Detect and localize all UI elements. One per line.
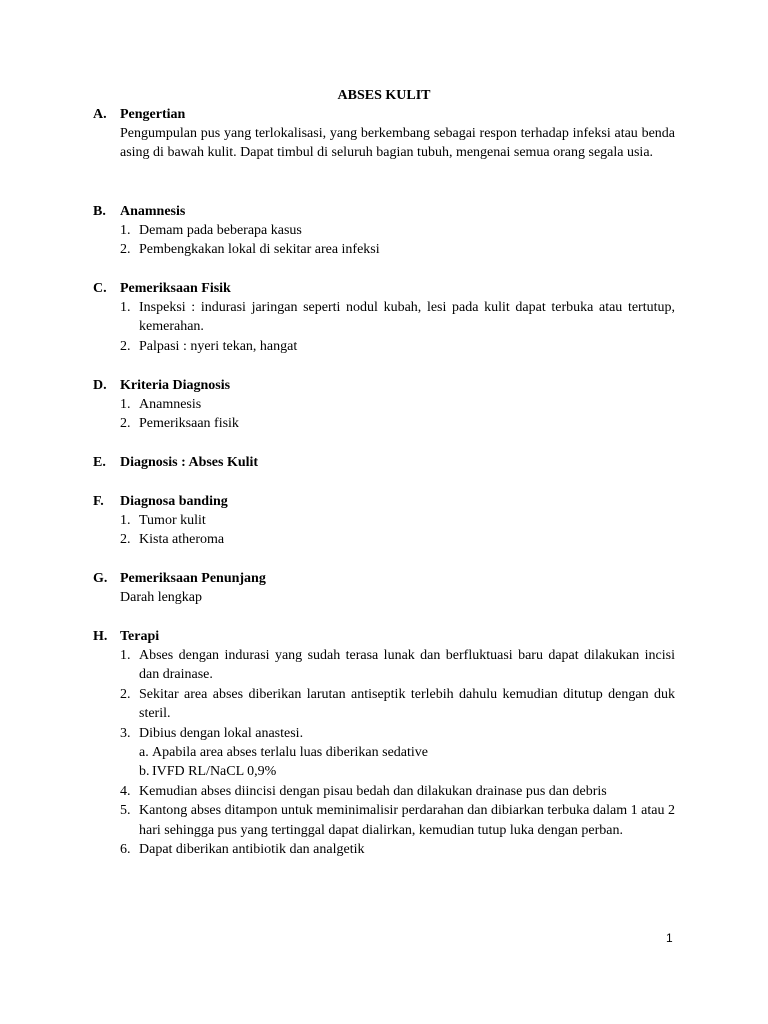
section-heading: [93, 105, 675, 124]
list-item: [120, 724, 675, 743]
section-heading: [93, 279, 675, 298]
item-number: 1.: [120, 223, 131, 238]
item-number: 3.: [120, 725, 131, 741]
sub-item-letter: b.: [139, 764, 150, 780]
section-letter: E.: [93, 455, 106, 470]
section-kriteria-diagnosis: [93, 376, 675, 434]
section-title: Diagnosis : Abses Kulit: [120, 455, 259, 470]
item-text: Pemeriksaan fisik: [139, 416, 239, 432]
section-heading: [93, 627, 675, 646]
list-item: [120, 840, 675, 859]
item-text: Inspeksi : indurasi jaringan seperti nodul kubah, lesi pada kulit dapat terbuka atau tertutup, kemerahan.: [139, 300, 675, 335]
item-text: Dapat diberikan antibiotik dan analgetik: [139, 842, 365, 858]
section-heading: [93, 453, 675, 472]
list-item: [120, 337, 675, 356]
item-text: Demam pada beberapa kasus: [139, 223, 302, 238]
item-number: 1.: [120, 397, 131, 412]
section-title: Kriteria Diagnosis: [120, 378, 231, 393]
item-text: Abses dengan indurasi yang sudah terasa lunak dan berfluktuasi baru dapat dilakukan incisi dan drainase.: [139, 648, 675, 683]
section-diagnosa-banding: [93, 492, 675, 550]
section-title: Pemeriksaan Penunjang: [120, 571, 266, 586]
section-letter: F.: [93, 494, 104, 509]
item-text: Kista atheroma: [139, 532, 225, 548]
item-number: 2.: [120, 686, 131, 702]
section-diagnosis: [93, 453, 675, 472]
item-number: 2.: [120, 338, 131, 354]
item-number: 4.: [120, 783, 131, 799]
item-number: 2.: [120, 532, 131, 548]
list-item: [120, 395, 675, 414]
section-heading: [93, 492, 675, 511]
section-letter: H.: [93, 629, 108, 644]
document-title: ABSES KULIT: [337, 88, 431, 103]
section-letter: D.: [93, 378, 107, 393]
sub-list-item: [120, 743, 675, 762]
item-text: Tumor kulit: [139, 513, 206, 528]
section-paragraph: Darah lengkap: [120, 590, 203, 605]
list-item: [120, 801, 675, 840]
sub-item-text: Apabila area abses terlalu luas diberikan sedative: [152, 745, 428, 761]
sub-item-letter: a.: [139, 745, 149, 761]
item-text: Kantong abses ditampon untuk meminimalisir perdarahan dan dibiarkan terbuka dalam 1 atau 2 hari sehingga pus yang tertinggal dapat dialirkan, kemudian tutup luka dengan perban.: [139, 803, 675, 838]
item-text: Pembengkakan lokal di sekitar area infeksi: [139, 242, 380, 258]
section-title: Anamnesis: [120, 204, 186, 219]
section-title: Diagnosa banding: [120, 494, 228, 509]
item-number: 2.: [120, 416, 131, 432]
item-number: 1.: [120, 648, 131, 663]
list-item: [120, 511, 675, 530]
section-paragraph: Pengumpulan pus yang terlokalisasi, yang berkembang sebagai respon terhadap infeksi atau benda asing di bawah kulit. Dapat timbul di seluruh bagian tubuh, mengenai semua orang segala usia.: [120, 126, 675, 161]
page-number: 1: [666, 931, 673, 945]
section-letter: B.: [93, 204, 106, 219]
list-item: [120, 414, 675, 433]
section-heading: [93, 376, 675, 395]
section-title: Pengertian: [120, 107, 186, 122]
item-text: Dibius dengan lokal anastesi.: [139, 725, 304, 741]
item-number: 2.: [120, 242, 131, 258]
section-heading: [93, 569, 675, 588]
list-item: [120, 240, 675, 259]
section-title: Pemeriksaan Fisik: [120, 281, 231, 296]
item-number: 5.: [120, 803, 131, 819]
list-item: [120, 685, 675, 724]
section-pengertian: [93, 105, 675, 163]
item-text: Palpasi : nyeri tekan, hangat: [139, 338, 298, 354]
section-pemeriksaan-penunjang: [93, 569, 675, 607]
section-letter: G.: [93, 571, 108, 586]
item-number: 1.: [120, 300, 131, 315]
sub-list-item: [120, 762, 675, 781]
section-terapi: [93, 627, 675, 859]
list-item: [120, 221, 675, 240]
item-number: 6.: [120, 842, 131, 858]
section-letter: A.: [93, 107, 107, 122]
list-item: [120, 782, 675, 801]
section-anamnesis: [93, 202, 675, 260]
section-title: Terapi: [120, 629, 160, 644]
item-number: 1.: [120, 513, 131, 528]
list-item: [120, 646, 675, 685]
section-pemeriksaan-fisik: [93, 279, 675, 356]
list-item: [120, 530, 675, 549]
section-heading: [93, 202, 675, 221]
section-letter: C.: [93, 281, 107, 296]
sub-item-text: IVFD RL/NaCL 0,9%: [152, 764, 277, 780]
item-text: Anamnesis: [139, 397, 202, 412]
item-text: Sekitar area abses diberikan larutan antiseptik terlebih dahulu kemudian ditutup dengan duk steril.: [139, 686, 675, 722]
item-text: Kemudian abses diincisi dengan pisau bedah dan dilakukan drainase pus dan debris: [139, 783, 607, 799]
list-item: [120, 298, 675, 337]
